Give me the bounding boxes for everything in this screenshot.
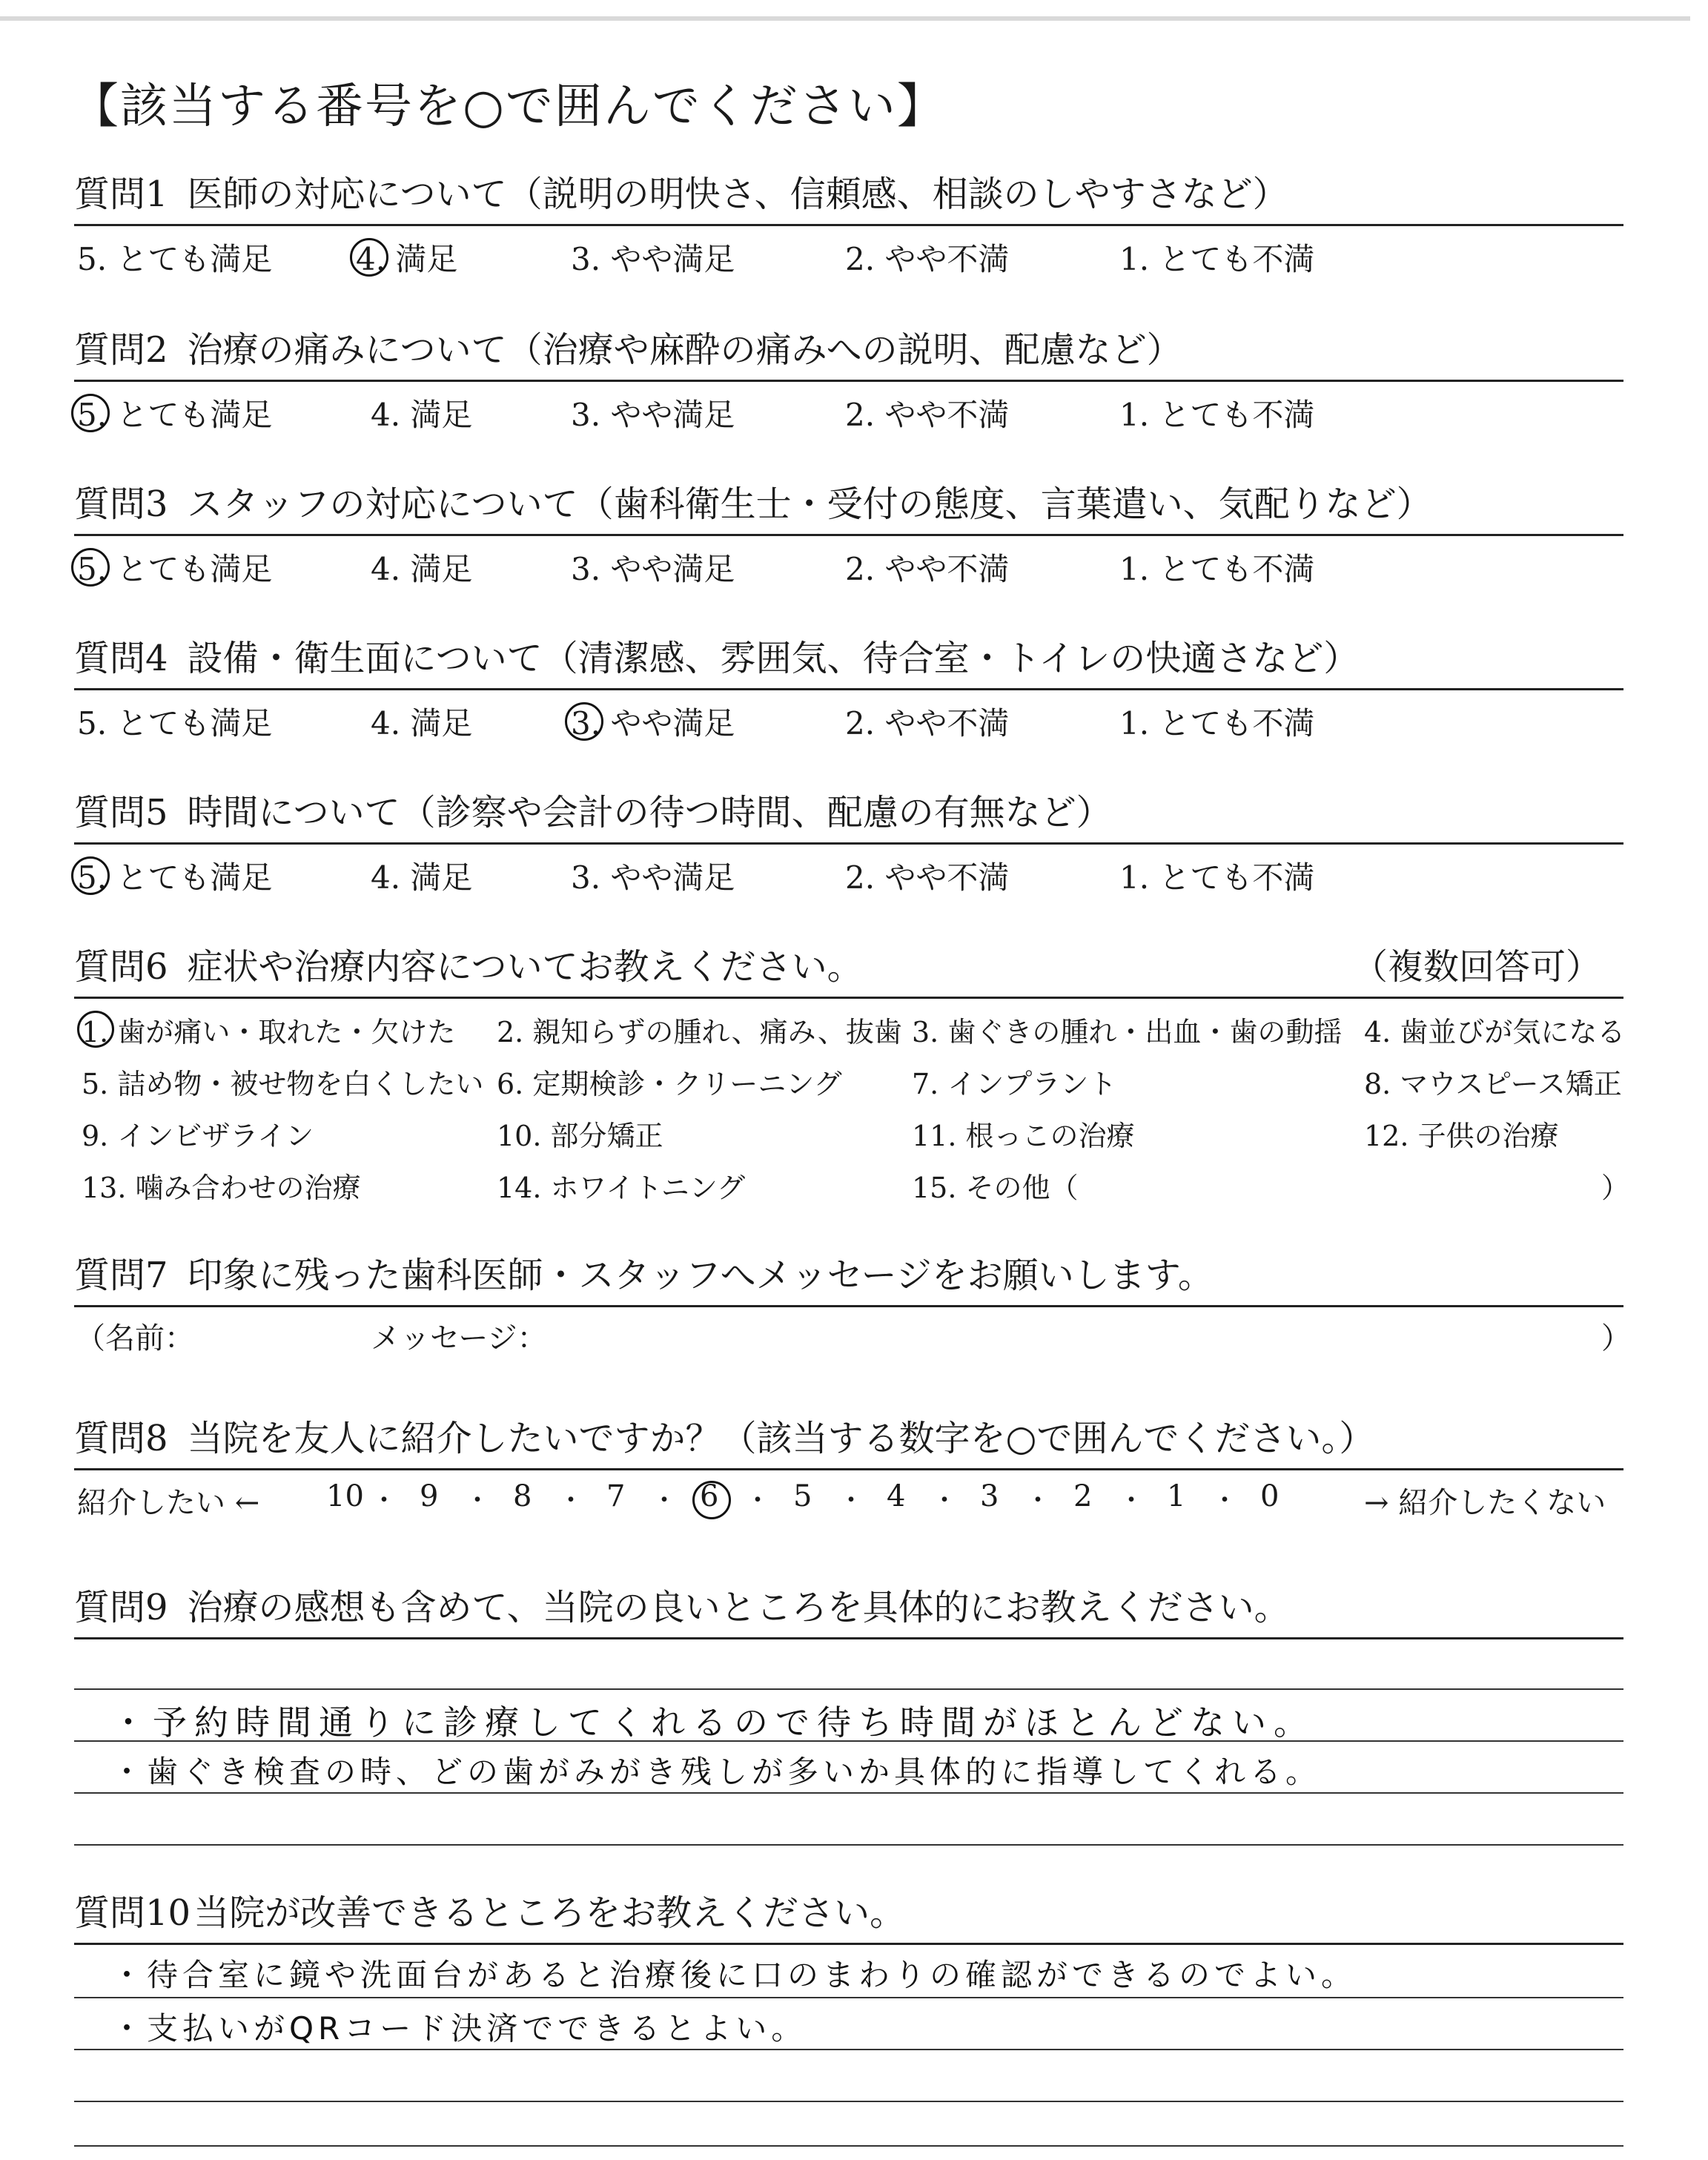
- q6-item-7[interactable]: 7. インプラント: [912, 1068, 1117, 1100]
- option-5-selected[interactable]: 5. とても満足: [77, 391, 272, 435]
- q6-item-8[interactable]: 8. マウスピース矯正: [1364, 1068, 1622, 1100]
- option-4[interactable]: 4. 満足: [371, 397, 473, 433]
- option-2[interactable]: 2. やや不満: [845, 397, 1010, 433]
- recommend-scale: [74, 1470, 1623, 1530]
- option-1[interactable]: 1. とても不満: [1119, 859, 1315, 896]
- option-4[interactable]: 4. 満足: [371, 705, 473, 742]
- question-1: [74, 165, 1623, 285]
- question-text: 当院を友人に紹介したいですか？（該当する数字を○で囲んでください。）: [187, 1418, 1375, 1459]
- scale-value-8[interactable]: 8: [513, 1479, 532, 1513]
- write-line: [74, 2145, 1623, 2147]
- option-2[interactable]: 2. やや不満: [845, 241, 1010, 277]
- question-2: [74, 320, 1623, 441]
- write-line: [74, 1844, 1623, 1846]
- scan-edge: [0, 16, 1690, 21]
- scale-value-0[interactable]: 0: [1260, 1479, 1280, 1513]
- scale-separator: ・: [931, 1485, 959, 1516]
- message-close: ）: [1601, 1321, 1631, 1355]
- question-text: 治療の痛みについて（治療や麻酔の痛みへの説明、配慮など）: [187, 329, 1182, 371]
- option-5[interactable]: 5. とても満足: [77, 241, 273, 277]
- question-number: 質問7: [74, 1255, 168, 1296]
- scale-value-4[interactable]: 4: [887, 1479, 906, 1513]
- question-7: [74, 1246, 1631, 1359]
- option-2[interactable]: 2. やや不満: [845, 859, 1010, 896]
- name-label: （名前：: [76, 1321, 194, 1355]
- q6-item-12[interactable]: 12. 子供の治療: [1364, 1120, 1559, 1152]
- option-5-selected[interactable]: 5. とても満足: [77, 545, 272, 589]
- scale-separator: ・: [1211, 1485, 1239, 1516]
- q6-item-11[interactable]: 11. 根っこの治療: [912, 1120, 1135, 1152]
- q6-item-4[interactable]: 4. 歯並びが気になる: [1364, 1016, 1626, 1048]
- question-text: 印象に残った歯科医師・スタッフへメッセージをお願いします。: [187, 1255, 1214, 1296]
- scale-separator: ・: [744, 1485, 772, 1516]
- scale-separator: ・: [557, 1485, 585, 1516]
- scale-separator: ・: [838, 1485, 865, 1516]
- multiple-answer-note: （複数回答可）: [1351, 946, 1601, 988]
- option-4[interactable]: 4. 満足: [371, 551, 473, 587]
- page-heading: 【該当する番号を○で囲んでください】: [71, 79, 946, 134]
- option-1[interactable]: 1. とても不満: [1119, 705, 1315, 742]
- scale-separator: ・: [651, 1485, 678, 1516]
- option-4-selected[interactable]: 4. 満足: [356, 235, 457, 280]
- scale-value-3[interactable]: 3: [980, 1479, 999, 1513]
- option-3-selected[interactable]: 3. やや満足: [571, 699, 735, 744]
- question-number: 質問9: [74, 1587, 168, 1628]
- question-text: 医師の対応について（説明の明快さ、信頼感、相談のしやすさなど）: [187, 174, 1288, 215]
- option-1[interactable]: 1. とても不満: [1119, 397, 1315, 433]
- q6-item-10[interactable]: 10. 部分矯正: [497, 1120, 663, 1152]
- q6-item-9[interactable]: 9. インビザライン: [82, 1120, 314, 1152]
- question-text: スタッフの対応について（歯科衛生士・受付の態度、言葉遣い、気配りなど）: [187, 483, 1432, 525]
- question-text: 治療の感想も含めて、当院の良いところを具体的にお教えください。: [187, 1587, 1290, 1628]
- scale-left-label: 紹介したい ←: [77, 1486, 260, 1520]
- question-text: 設備・衛生面について（清潔感、雰囲気、待合室・トイレの快適さなど）: [187, 638, 1360, 679]
- scale-right-label: → 紹介したくない: [1364, 1486, 1606, 1520]
- question-5: [74, 783, 1623, 904]
- option-3[interactable]: 3. やや満足: [571, 551, 735, 587]
- write-line: [74, 1792, 1623, 1794]
- q6-item-3[interactable]: 3. 歯ぐきの腫れ・出血・歯の動揺: [912, 1016, 1343, 1048]
- q6-item-15[interactable]: 15. その他（: [912, 1172, 1079, 1204]
- question-number: 質問3: [74, 483, 168, 525]
- question-4: [74, 629, 1623, 750]
- write-line: [74, 1997, 1623, 1998]
- scale-value-1[interactable]: 1: [1167, 1479, 1186, 1513]
- message-label: メッセージ：: [371, 1321, 547, 1355]
- handwritten-answer-2: ・支払いがQRコード決済でできるとよい。: [111, 2010, 807, 2047]
- question-3: [74, 475, 1623, 595]
- scale-separator: ・: [1025, 1485, 1052, 1516]
- question-number: 質問8: [74, 1418, 168, 1459]
- question-number: 質問5: [74, 792, 168, 833]
- question-9: [74, 1578, 1623, 1862]
- scale-value-6-selected[interactable]: 6: [700, 1479, 719, 1513]
- question-6: [74, 937, 1630, 1206]
- scale-value-2[interactable]: 2: [1073, 1479, 1093, 1513]
- scale-value-7[interactable]: 7: [606, 1479, 626, 1513]
- option-3[interactable]: 3. やや満足: [571, 397, 735, 433]
- option-5[interactable]: 5. とても満足: [77, 705, 273, 742]
- write-line: [74, 1688, 1623, 1690]
- scale-separator: ・: [371, 1485, 398, 1516]
- option-5-selected[interactable]: 5. とても満足: [77, 853, 272, 898]
- question-8: [74, 1409, 1623, 1530]
- scale-value-9[interactable]: 9: [420, 1479, 439, 1513]
- question-number: 質問2: [74, 329, 168, 371]
- write-line: [74, 2101, 1623, 2102]
- option-3[interactable]: 3. やや満足: [571, 859, 735, 896]
- question-number: 質問1: [74, 174, 168, 215]
- q6-item-5[interactable]: 5. 詰め物・被せ物を白くしたい: [82, 1068, 484, 1100]
- question-10: [74, 1883, 1623, 2153]
- question-number: 質問4: [74, 638, 168, 679]
- q6-item-1-selected[interactable]: 1. 歯が痛い・取れた・欠けた: [82, 1009, 455, 1050]
- question-number: 質問6: [74, 946, 168, 988]
- q6-item-15-close: ）: [1601, 1172, 1630, 1204]
- q6-item-14[interactable]: 14. ホワイトニング: [497, 1172, 746, 1204]
- write-line: [74, 2049, 1623, 2050]
- option-1[interactable]: 1. とても不満: [1119, 551, 1315, 587]
- question-number: 質問10: [74, 1892, 191, 1934]
- question-text: 当院が改善できるところをお教えください。: [193, 1892, 906, 1934]
- option-4[interactable]: 4. 満足: [371, 859, 473, 896]
- option-2[interactable]: 2. やや不満: [845, 705, 1010, 742]
- question-text: 症状や治療内容についてお教えください。: [187, 946, 863, 988]
- q6-item-6[interactable]: 6. 定期検診・クリーニング: [497, 1068, 842, 1100]
- option-1[interactable]: 1. とても不満: [1119, 241, 1315, 277]
- scale-separator: ・: [464, 1485, 491, 1516]
- scale-value-10[interactable]: 10: [326, 1479, 364, 1513]
- scale-value-5[interactable]: 5: [793, 1479, 812, 1513]
- handwritten-answer-2: ・歯ぐき検査の時、どの歯がみがき残しが多いか具体的に指導してくれる。: [111, 1754, 1322, 1790]
- question-text: 時間について（診察や会計の待つ時間、配慮の有無など）: [187, 792, 1112, 833]
- handwritten-answer-1: ・待合室に鏡や洗面台があると治療後に口のまわりの確認ができるのでよい。: [111, 1957, 1357, 1993]
- scale-separator: ・: [1118, 1485, 1145, 1516]
- handwritten-answer-1: ・予約時間通りに診療してくれるので待ち時間がほとんどない。: [111, 1702, 1315, 1743]
- option-2[interactable]: 2. やや不満: [845, 551, 1010, 587]
- q6-item-13[interactable]: 13. 噛み合わせの治療: [82, 1172, 361, 1204]
- q6-item-2[interactable]: 2. 親知らずの腫れ、痛み、抜歯: [497, 1016, 902, 1048]
- option-3[interactable]: 3. やや満足: [571, 241, 735, 277]
